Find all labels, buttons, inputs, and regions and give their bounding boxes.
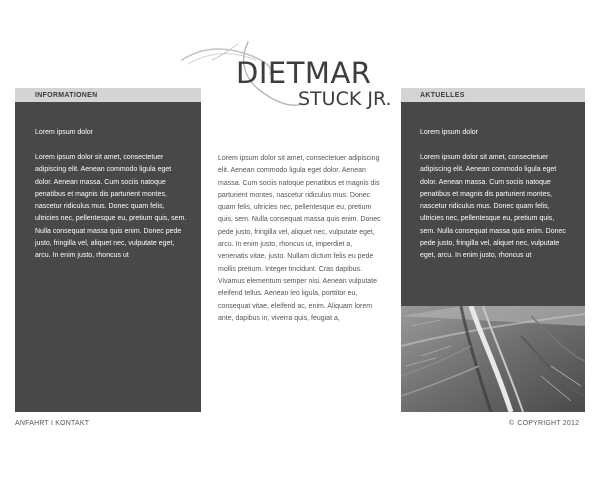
logo-subtitle-text: STUCK JR. — [298, 88, 392, 110]
copyright-text: COPYRIGHT 2012 — [517, 420, 580, 427]
aktuelles-panel — [401, 88, 585, 412]
informationen-heading: INFORMATIONEN — [15, 88, 201, 102]
informationen-panel — [15, 88, 201, 412]
informationen-intro: Lorem ipsum dolor — [35, 129, 93, 136]
aktuelles-body-text: Lorem ipsum dolor sit amet, consectetuer adipiscing elit. Aenean commodo ligula eget dolor. Aenean massa. Cum sociis natoque penatibus et magnis dis parturient montes, nascetur ridiculus mus. Donec quam felis, ultricies nec, pellentesque eu, pretium quis, sem. Nulla consequat massa quis enim. Donec pede justo, fringilla vel, aliquet nec, vulputate eget, arcu. In enim justo, rhoncus ut — [420, 154, 566, 260]
aktuelles-intro: Lorem ipsum dolor — [420, 129, 478, 136]
aktuelles-heading: AKTUELLES — [401, 88, 585, 102]
footer-links[interactable]: ANFAHRT I KONTAKT — [15, 420, 90, 427]
informationen-body-text: Lorem ipsum dolor sit amet, consectetuer adipiscing elit. Aenean commodo ligula eget dolor. Aenean massa. Cum sociis natoque penatibus et magnis dis parturient montes, nascetur ridiculus mus. Donec quam felis, ultricies nec, pellentesque eu, pretium quis, sem. Nulla consequat massa quis enim. Donec pede justo, fringilla vel, aliquet nec, vulputate eget, arcu. In enim justo, rhoncus ut — [35, 154, 187, 260]
footer-copyright — [509, 420, 579, 427]
site-logo[interactable] — [178, 38, 408, 118]
main-content-text: Lorem ipsum dolor sit amet, consectetuer adipiscing elit. Aenean commodo ligula eget dolor. Aenean massa. Cum sociis natoque penatibus et magnis dis parturient montes, nascetur ridiculus mus. Donec quam felis, ultricies nec, pellentesque eu, pretium quis, sem. Nulla consequat massa quis enim. Donec pede justo, fringilla vel, aliquet nec, vulputate eget, arcu. In enim justo, rhoncus ut, imperdiet a, venenatis vitae, justo. Nullam dictum felis eu pede mollis pretium. Integer tincidunt. Cras dapibus. Vivamus elementum semper nisi. Aenean vulputate eleifend tellus. Aenean leo ligula, porttitor eu, consequat vitae, eleifend ac, enim. Aliquam lorem ante, dapibus in, viverra quis, feugiat a, — [218, 155, 381, 322]
plaster-texture-photo — [401, 306, 585, 412]
logo-name-text: DIETMAR — [236, 56, 372, 90]
copyright-symbol: © — [509, 420, 515, 427]
